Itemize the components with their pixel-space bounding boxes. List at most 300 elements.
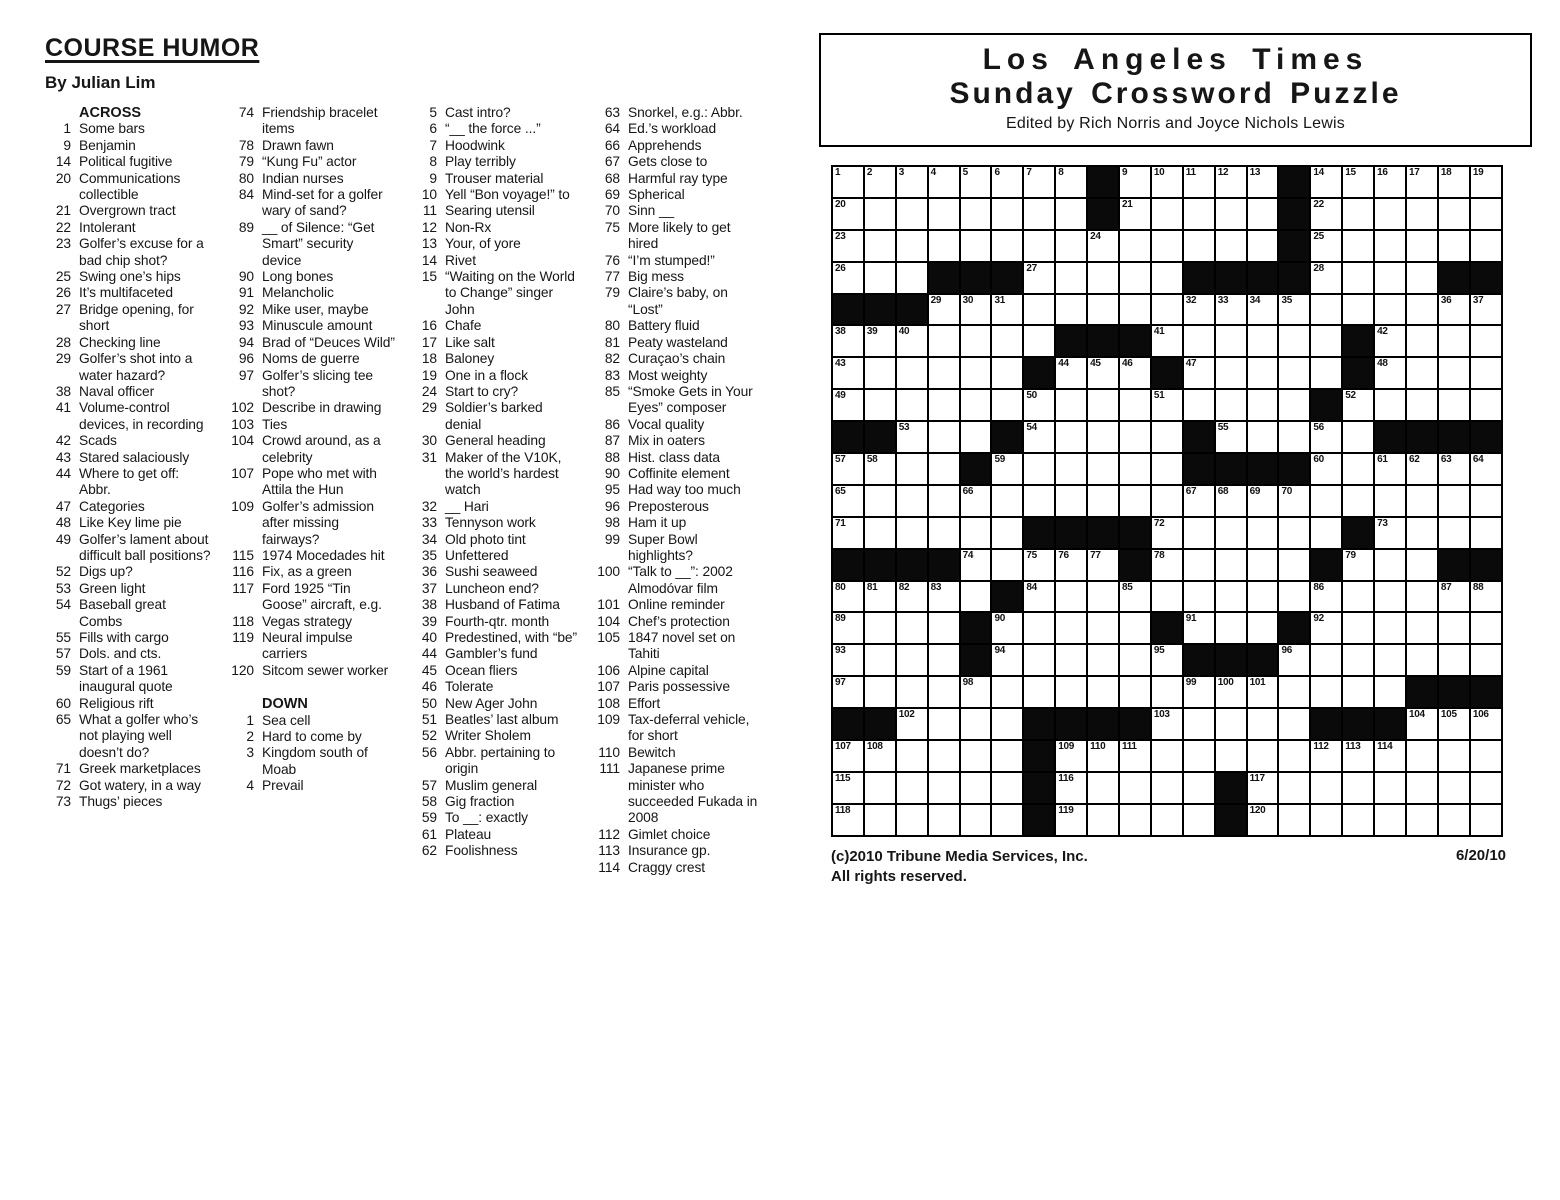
clue-item xyxy=(411,433,578,449)
clue-number: 60 xyxy=(55,695,71,711)
clue-item xyxy=(594,253,761,269)
grid-cell-number: 26 xyxy=(835,262,846,274)
clue-text: Effort xyxy=(628,695,661,711)
grid-cell xyxy=(992,550,1022,580)
grid-cell xyxy=(897,231,927,261)
clue-item xyxy=(594,138,761,154)
footer-copyright-block xyxy=(831,847,1088,887)
clue-item xyxy=(411,712,578,728)
clue-item xyxy=(411,548,578,564)
grid-cell-number: 50 xyxy=(1026,390,1037,402)
grid-cell xyxy=(1088,550,1118,580)
clue-item xyxy=(411,187,578,203)
grid-cell xyxy=(1152,773,1182,803)
grid-cell-number: 88 xyxy=(1472,581,1484,593)
grid-cell-number: 91 xyxy=(1185,613,1197,625)
clue-text: Ham it up xyxy=(628,515,687,531)
grid-black-square xyxy=(1184,263,1214,293)
clue-item xyxy=(45,220,212,236)
grid-cell xyxy=(1471,295,1501,325)
clue-text: Claire’s baby, on “Lost” xyxy=(628,285,728,317)
grid-cell-number: 22 xyxy=(1313,198,1324,210)
grid-cell-number: 46 xyxy=(1122,358,1133,370)
clue-number: 8 xyxy=(429,154,437,170)
grid-cell-number: 34 xyxy=(1249,294,1261,306)
grid-cell xyxy=(992,518,1022,548)
grid-cell xyxy=(992,326,1022,356)
grid-cell xyxy=(1439,358,1469,388)
grid-cell xyxy=(1471,741,1501,771)
grid-cell xyxy=(1439,773,1469,803)
clue-text: Harmful ray type xyxy=(628,170,728,186)
grid-cell xyxy=(1439,295,1469,325)
grid-cell xyxy=(1375,390,1405,420)
grid-black-square xyxy=(1439,677,1469,707)
grid-cell xyxy=(1152,486,1182,516)
clue-text: Maker of the V10K, the world’s hardest watch xyxy=(445,449,562,498)
clue-item xyxy=(45,532,212,565)
grid-cell xyxy=(1120,486,1150,516)
grid-cell-number: 112 xyxy=(1313,741,1329,753)
clue-text: Super Bowl highlights? xyxy=(628,531,698,563)
clue-number: 14 xyxy=(55,154,71,170)
clue-text: Got watery, in a way xyxy=(79,777,201,793)
clue-number: 79 xyxy=(604,285,620,301)
clue-number: 80 xyxy=(238,170,254,186)
grid-cell xyxy=(1248,199,1278,229)
grid-cell xyxy=(929,582,959,612)
clue-text: Non-Rx xyxy=(445,219,492,235)
clue-number: 98 xyxy=(604,515,620,531)
clue-text: 1847 novel set on Tahiti xyxy=(628,630,736,662)
grid-cell xyxy=(833,645,863,675)
grid-cell xyxy=(961,773,991,803)
clue-number: 3 xyxy=(246,745,254,761)
clue-number: 109 xyxy=(597,712,620,728)
grid-black-square xyxy=(833,550,863,580)
clue-number: 56 xyxy=(421,744,437,760)
grid-cell-number: 101 xyxy=(1249,677,1266,689)
clue-text: Religious rift xyxy=(79,695,154,711)
clue-number: 75 xyxy=(604,219,620,235)
grid-cell xyxy=(1343,582,1373,612)
clue-text: Long bones xyxy=(262,269,334,285)
grid-cell xyxy=(1056,263,1086,293)
clue-item xyxy=(594,368,761,384)
clue-text: Old photo tint xyxy=(445,531,526,547)
grid-cell xyxy=(865,582,895,612)
clue-number: 74 xyxy=(238,105,254,120)
grid-cell xyxy=(1120,454,1150,484)
clue-text: Swing one’s hips xyxy=(79,269,181,285)
grid-cell xyxy=(897,199,927,229)
grid-cell xyxy=(1120,231,1150,261)
grid-cell xyxy=(1152,263,1182,293)
grid-cell xyxy=(1248,518,1278,548)
grid-cell xyxy=(833,773,863,803)
clue-text: Greek marketplaces xyxy=(79,761,201,777)
grid-cell xyxy=(1375,358,1405,388)
grid-cell xyxy=(833,582,863,612)
grid-cell xyxy=(1439,486,1469,516)
clue-number: 102 xyxy=(231,400,254,416)
grid-cell xyxy=(1375,167,1405,197)
clue-item xyxy=(594,466,761,482)
grid-cell xyxy=(992,773,1022,803)
clue-item xyxy=(228,351,395,367)
clue-text: Gig fraction xyxy=(445,794,515,810)
clue-text: Golfer’s admission after missing fairways? xyxy=(262,498,374,547)
clue-text: Chef’s protection xyxy=(628,613,730,629)
grid-cell xyxy=(1024,199,1054,229)
grid-cell-number: 28 xyxy=(1313,262,1324,274)
clue-text: Sea cell xyxy=(262,712,311,728)
grid-cell xyxy=(992,677,1022,707)
grid-cell xyxy=(1375,518,1405,548)
clue-item xyxy=(228,138,395,154)
grid-cell xyxy=(961,326,991,356)
grid-cell xyxy=(1088,263,1118,293)
clue-text: Indian nurses xyxy=(262,170,344,186)
clue-text: Drawn fawn xyxy=(262,137,334,153)
grid-black-square xyxy=(1216,645,1246,675)
grid-cell xyxy=(1439,454,1469,484)
clue-number: 6 xyxy=(429,121,437,137)
clue-number: 93 xyxy=(238,318,254,334)
clue-item xyxy=(411,368,578,384)
grid-cell xyxy=(833,454,863,484)
grid-cell xyxy=(1056,645,1086,675)
clue-item xyxy=(228,564,395,580)
grid-black-square xyxy=(1471,550,1501,580)
clue-number: 61 xyxy=(421,826,437,842)
grid-black-square xyxy=(961,613,991,643)
grid-cell xyxy=(1248,326,1278,356)
clue-text: Checking line xyxy=(79,334,161,350)
grid-cell-number: 117 xyxy=(1249,772,1265,784)
grid-cell-number: 15 xyxy=(1345,167,1356,178)
grid-cell xyxy=(1311,805,1341,835)
clue-text: Golfer’s lament about difficult ball positions? xyxy=(79,531,211,563)
grid-cell xyxy=(1407,805,1437,835)
clue-number: 4 xyxy=(246,778,254,794)
grid-cell-number: 12 xyxy=(1217,167,1229,178)
grid-cell-number: 5 xyxy=(962,167,968,178)
clue-number: 35 xyxy=(421,547,437,563)
grid-black-square xyxy=(1471,422,1501,452)
clue-number: 101 xyxy=(597,597,620,613)
grid-cell xyxy=(833,390,863,420)
clue-text: Most weighty xyxy=(628,367,708,383)
grid-cell xyxy=(1184,358,1214,388)
clue-number: 64 xyxy=(604,121,620,137)
grid-black-square xyxy=(1471,677,1501,707)
clue-text: Kingdom south of Moab xyxy=(262,745,368,777)
clue-text: Apprehends xyxy=(628,137,702,153)
clue-text: Melancholic xyxy=(262,285,334,301)
grid-cell xyxy=(992,805,1022,835)
clue-column xyxy=(45,105,212,876)
grid-cell-number: 62 xyxy=(1409,454,1420,466)
grid-cell xyxy=(833,358,863,388)
clue-item xyxy=(594,860,761,876)
grid-cell xyxy=(833,613,863,643)
grid-cell xyxy=(865,613,895,643)
clue-text: __ Hari xyxy=(445,498,489,514)
grid-cell-number: 75 xyxy=(1026,549,1037,561)
clue-item xyxy=(594,614,761,630)
grid-black-square xyxy=(1088,326,1118,356)
grid-cell xyxy=(1343,263,1373,293)
grid-cell-number: 94 xyxy=(994,645,1005,657)
clue-text: Craggy crest xyxy=(628,859,706,875)
grid-cell xyxy=(1311,326,1341,356)
grid-cell xyxy=(865,741,895,771)
clue-item xyxy=(594,105,761,121)
grid-cell xyxy=(1407,199,1437,229)
grid-cell xyxy=(833,486,863,516)
grid-cell xyxy=(1216,741,1246,771)
grid-cell xyxy=(1471,486,1501,516)
grid-cell-number: 3 xyxy=(898,167,905,178)
clue-number: 41 xyxy=(55,400,71,416)
grid-cell xyxy=(1439,741,1469,771)
clue-item xyxy=(411,121,578,137)
grid-cell xyxy=(1375,486,1405,516)
grid-cell xyxy=(833,231,863,261)
clue-text: Coffinite element xyxy=(628,465,730,481)
grid-cell xyxy=(1152,199,1182,229)
grid-cell xyxy=(897,741,927,771)
clue-number: 38 xyxy=(55,383,71,399)
grid-cell-number: 110 xyxy=(1090,741,1106,753)
grid-cell xyxy=(1343,613,1373,643)
clue-number: 108 xyxy=(597,695,620,711)
grid-cell-number: 53 xyxy=(898,422,910,434)
grid-cell-number: 80 xyxy=(835,581,846,593)
clue-item xyxy=(411,614,578,630)
grid-cell xyxy=(1120,645,1150,675)
grid-cell-number: 40 xyxy=(898,326,910,338)
clue-item xyxy=(411,171,578,187)
clue-text: Categories xyxy=(79,498,145,514)
grid-cell-number: 116 xyxy=(1058,772,1074,784)
grid-cell-number: 64 xyxy=(1472,454,1484,466)
clue-item xyxy=(228,466,395,499)
grid-cell xyxy=(897,326,927,356)
clue-text: “Waiting on the World to Change” singer John xyxy=(445,269,575,317)
clue-item xyxy=(411,154,578,170)
grid-cell xyxy=(1024,613,1054,643)
grid-black-square xyxy=(865,295,895,325)
clue-number: 96 xyxy=(238,351,254,367)
grid-cell xyxy=(1471,709,1501,739)
clue-item xyxy=(45,433,212,449)
grid-cell-number: 86 xyxy=(1313,581,1324,593)
clue-item xyxy=(45,154,212,170)
grid-cell-number: 30 xyxy=(962,294,974,306)
grid-black-square xyxy=(833,295,863,325)
grid-black-square xyxy=(1120,550,1150,580)
grid-cell xyxy=(1248,613,1278,643)
grid-black-square xyxy=(1311,390,1341,420)
clue-number: 66 xyxy=(604,137,620,153)
clue-number: 10 xyxy=(421,187,437,203)
clue-text: Communications collectible xyxy=(79,170,181,203)
clue-text: Play terribly xyxy=(445,154,516,170)
grid-cell xyxy=(992,709,1022,739)
grid-cell xyxy=(1407,709,1437,739)
clue-item xyxy=(411,679,578,695)
masthead-line2: Sunday Crossword Puzzle xyxy=(949,77,1402,110)
grid-cell xyxy=(1439,199,1469,229)
grid-cell xyxy=(1407,741,1437,771)
grid-cell xyxy=(1375,550,1405,580)
grid-cell xyxy=(1088,390,1118,420)
clue-number: 90 xyxy=(604,465,620,481)
grid-cell xyxy=(1152,326,1182,356)
clue-number: 9 xyxy=(63,137,71,153)
clue-item xyxy=(411,335,578,351)
grid-cell xyxy=(865,358,895,388)
clue-text: Describe in drawing xyxy=(262,400,382,416)
clue-number: 36 xyxy=(421,564,437,580)
clue-number: 111 xyxy=(599,761,620,777)
clue-number: 33 xyxy=(421,515,437,531)
grid-cell xyxy=(1152,741,1182,771)
clue-item xyxy=(228,630,395,663)
clue-number: 11 xyxy=(422,203,437,219)
grid-cell xyxy=(961,518,991,548)
clue-item xyxy=(45,663,212,696)
grid-cell xyxy=(1407,231,1437,261)
grid-cell xyxy=(1120,773,1150,803)
grid-cell xyxy=(1120,613,1150,643)
clue-number: 116 xyxy=(232,564,254,580)
clue-text: Luncheon end? xyxy=(445,580,539,596)
grid-black-square xyxy=(961,263,991,293)
grid-cell xyxy=(1279,773,1309,803)
grid-cell xyxy=(1056,550,1086,580)
grid-cell-number: 39 xyxy=(866,326,878,338)
clue-text: Vegas strategy xyxy=(262,613,352,629)
clue-text: Foolishness xyxy=(445,843,518,859)
grid-cell-number: 104 xyxy=(1409,709,1425,721)
clue-item xyxy=(45,597,212,630)
grid-cell-number: 8 xyxy=(1058,167,1064,178)
grid-black-square xyxy=(1343,709,1373,739)
clue-text: Big mess xyxy=(628,269,684,285)
clue-text: Online reminder xyxy=(628,597,725,613)
grid-cell xyxy=(1152,709,1182,739)
clue-item xyxy=(594,745,761,761)
grid-cell xyxy=(1248,486,1278,516)
grid-cell-number: 120 xyxy=(1249,804,1266,816)
clue-columns xyxy=(45,105,775,876)
grid-black-square xyxy=(1184,454,1214,484)
grid-cell-number: 11 xyxy=(1185,167,1196,178)
grid-black-square xyxy=(865,709,895,739)
grid-cell xyxy=(1375,231,1405,261)
grid-black-square xyxy=(1024,773,1054,803)
clue-text: Tolerate xyxy=(445,679,494,695)
copyright-line: (c)2010 Tribune Media Services, Inc. xyxy=(831,848,1088,865)
grid-cell xyxy=(1024,422,1054,452)
grid-cell xyxy=(1056,582,1086,612)
clue-item xyxy=(228,499,395,548)
clue-text: Golfer’s shot into a water hazard? xyxy=(79,351,193,383)
grid-cell xyxy=(1248,677,1278,707)
grid-cell xyxy=(1311,613,1341,643)
grid-cell xyxy=(1120,295,1150,325)
clue-number: 104 xyxy=(231,433,254,449)
grid-cell xyxy=(992,167,1022,197)
grid-cell xyxy=(1471,773,1501,803)
clue-text: What a golfer who’s not playing well doesn’t do? xyxy=(79,712,199,760)
grid-cell xyxy=(1471,613,1501,643)
grid-cell xyxy=(833,167,863,197)
grid-cell xyxy=(1407,390,1437,420)
grid-black-square xyxy=(1216,805,1246,835)
grid-black-square xyxy=(1024,805,1054,835)
clue-text: Fix, as a green xyxy=(262,564,352,580)
grid-cell xyxy=(1439,231,1469,261)
clue-text: Ties xyxy=(262,416,288,432)
clue-number: 14 xyxy=(421,252,437,268)
clue-item xyxy=(594,597,761,613)
grid-cell xyxy=(865,199,895,229)
grid-cell xyxy=(1088,454,1118,484)
clue-item xyxy=(45,302,212,335)
grid-black-square xyxy=(1279,199,1309,229)
grid-cell xyxy=(1024,550,1054,580)
clue-text: One in a flock xyxy=(445,367,528,383)
clue-number: 27 xyxy=(55,301,71,317)
grid-cell xyxy=(1248,550,1278,580)
grid-cell xyxy=(1024,231,1054,261)
grid-black-square xyxy=(992,422,1022,452)
grid-black-square xyxy=(1279,263,1309,293)
clue-number: 28 xyxy=(55,334,71,350)
clue-number: 119 xyxy=(232,630,254,645)
grid-cell-number: 24 xyxy=(1090,230,1101,242)
clue-number: 81 xyxy=(604,334,620,350)
clue-text: Chafe xyxy=(445,318,482,334)
grid-cell xyxy=(961,358,991,388)
grid-cell xyxy=(992,231,1022,261)
grid-cell xyxy=(897,518,927,548)
clue-number: 94 xyxy=(238,334,254,350)
clue-number: 44 xyxy=(55,465,71,481)
grid-black-square xyxy=(1439,550,1469,580)
grid-cell xyxy=(1311,741,1341,771)
grid-cell xyxy=(1056,773,1086,803)
clue-text: Predestined, with “be” xyxy=(445,630,578,645)
clue-number: 104 xyxy=(597,613,620,629)
clue-item xyxy=(228,729,395,745)
grid-cell xyxy=(1216,326,1246,356)
grid-black-square xyxy=(1120,709,1150,739)
clue-item xyxy=(411,728,578,744)
grid-cell-number: 38 xyxy=(835,326,846,338)
clue-item xyxy=(411,253,578,269)
grid-cell xyxy=(897,677,927,707)
clue-item xyxy=(228,417,395,433)
grid-cell-number: 90 xyxy=(994,613,1005,625)
grid-cell-number: 87 xyxy=(1440,581,1452,593)
clue-number: 7 xyxy=(429,137,437,153)
clue-item xyxy=(411,269,578,318)
